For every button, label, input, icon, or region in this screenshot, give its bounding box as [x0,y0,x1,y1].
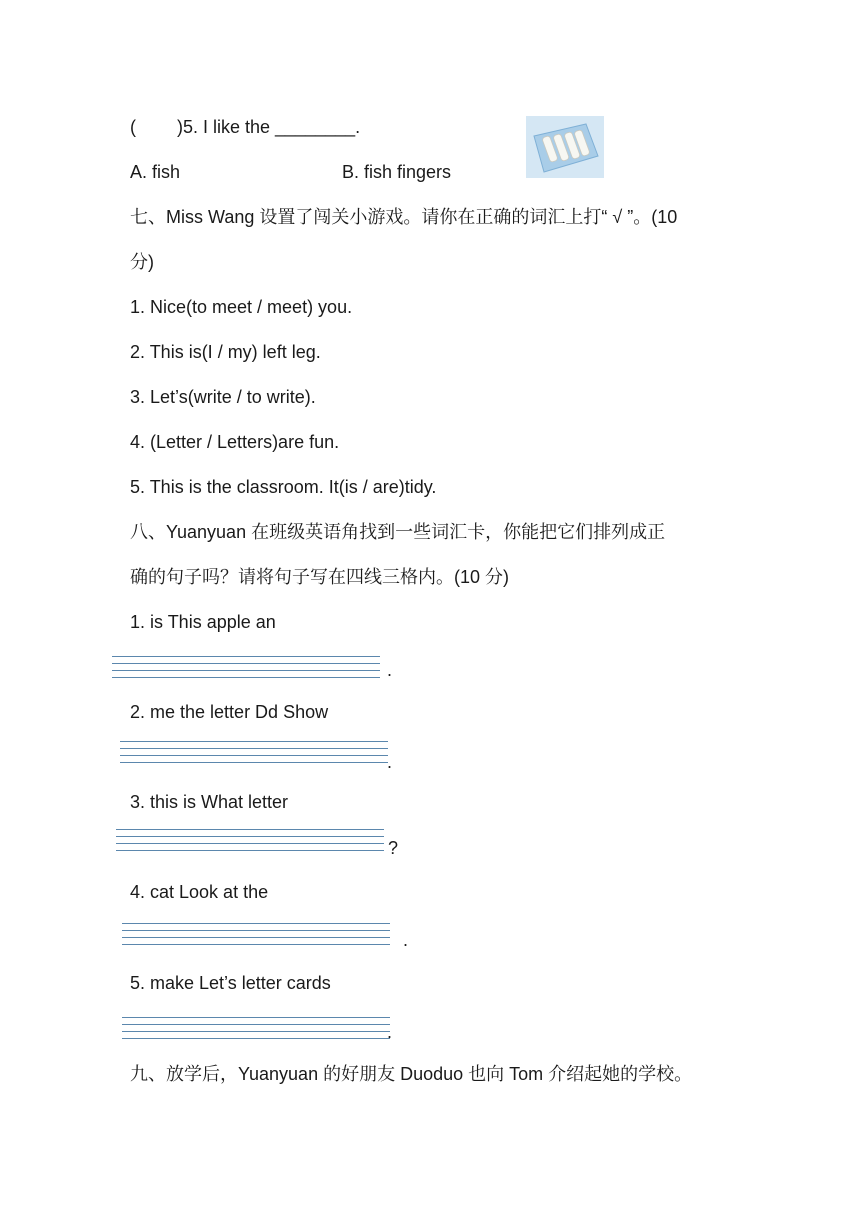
section7-item: 1. Nice(to meet / meet) you. [130,297,353,317]
sentence-end-mark: . [387,660,393,680]
section7-heading-line2: 分) [130,252,154,272]
q5-paren: ( [130,117,136,137]
four-line-writing-grid[interactable] [122,923,390,951]
sentence-end-mark: . [387,1022,393,1042]
section8-heading-line1: 八、Yuanyuan 在班级英语角找到一些词汇卡，你能把它们排列成正 [130,522,666,542]
sentence-end-mark: . [403,930,409,950]
four-line-writing-grid[interactable] [112,656,380,684]
section8-prompt: 4. cat Look at the [130,882,269,902]
section7-item: 2. This is(I / my) left leg. [130,342,321,362]
q5-option-b: B. fish fingers [342,162,452,182]
sentence-end-mark: ? [388,838,399,858]
section7-item: 4. (Letter / Letters)are fun. [130,432,340,452]
fish-fingers-plate-icon [526,116,604,178]
four-line-writing-grid[interactable] [120,741,388,769]
section8-prompt: 3. this is What letter [130,792,289,812]
section8-prompt: 2. me the letter Dd Show [130,702,329,722]
section8-prompt: 1. is This apple an [130,612,276,632]
q5-text: )5. I like the ________. [177,117,361,137]
section8-prompt: 5. make Let’s letter cards [130,973,331,993]
section8-heading-line2: 确的句子吗？请将句子写在四线三格内。(10 分) [130,567,510,587]
section7-item: 3. Let’s(write / to write). [130,387,316,407]
q5-option-a: A. fish [130,162,181,182]
section9-heading: 九、放学后，Yuanyuan 的好朋友 Duoduo 也向 Tom 介绍起她的学校。 [130,1064,693,1084]
sentence-end-mark: . [387,752,393,772]
four-line-writing-grid[interactable] [122,1017,393,1045]
section7-item: 5. This is the classroom. It(is / are)tidy. [130,477,437,497]
four-line-writing-grid[interactable] [116,829,384,857]
section7-heading-line1: 七、Miss Wang 设置了闯关小游戏。请你在正确的词汇上打“ √ ”。(10 [130,207,678,227]
